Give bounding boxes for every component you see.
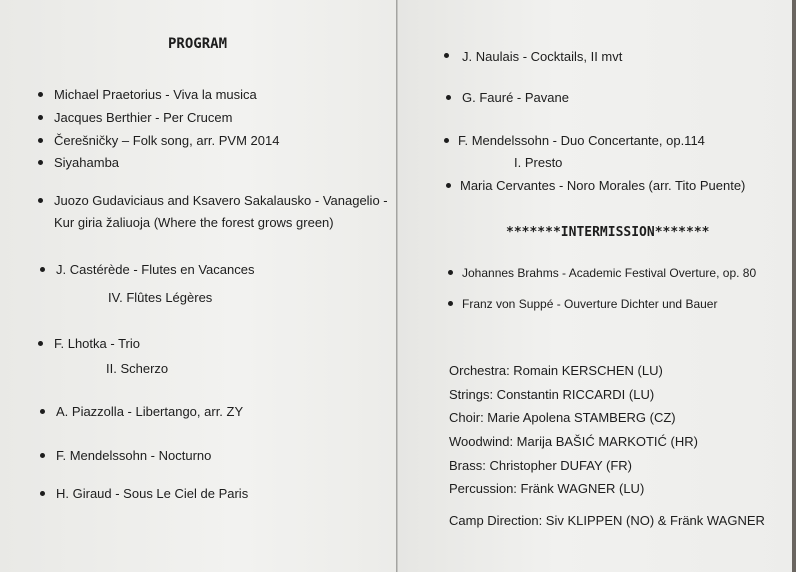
bullet [38,115,43,120]
credit-orchestra: Orchestra: Romain KERSCHEN (LU) [449,363,663,378]
program-item: Johannes Brahms - Academic Festival Overture, op. 80 [462,266,757,280]
intermission-heading: *******INTERMISSION******* [506,225,710,240]
credit-woodwind: Woodwind: Marija BAŠIĆ MARKOTIĆ (HR) [449,434,698,449]
bullet [40,267,45,272]
program-item: Siyahamba [54,155,120,170]
program-movement: I. Presto [514,155,563,170]
bullet [40,409,45,414]
bullet [38,341,43,346]
bullet [444,53,449,58]
program-item: G. Fauré - Pavane [462,90,569,105]
credit-strings: Strings: Constantin RICCARDI (LU) [449,387,655,402]
bullet [38,160,43,165]
right-page [398,0,792,572]
background-edge [792,0,796,572]
program-movement: II. Scherzo [106,361,169,376]
bullet [444,138,449,143]
program-movement: IV. Flûtes Légères [108,290,213,305]
bullet [38,198,43,203]
program-item: Maria Cervantes - Noro Morales (arr. Tito Puente) [460,178,746,193]
credit-brass: Brass: Christopher DUFAY (FR) [449,458,633,473]
bullet [40,453,45,458]
program-item: F. Mendelssohn - Nocturno [56,448,212,463]
program-item: F. Mendelssohn - Duo Concertante, op.114 [458,133,705,148]
bullet [446,183,451,188]
program-item: Jacques Berthier - Per Crucem [54,110,233,125]
program-item: Franz von Suppé - Ouverture Dichter und Bauer [462,297,718,311]
program-item: J. Castérède - Flutes en Vacances [56,262,255,277]
bullet [38,138,43,143]
program-item: Čerešničky – Folk song, arr. PVM 2014 [54,133,280,148]
bullet [448,270,453,275]
credit-camp-direction: Camp Direction: Siv KLIPPEN (NO) & Fränk WAGNER [449,513,765,528]
program-item: Michael Praetorius - Viva la musica [54,87,257,102]
program-item: Juozo Gudaviciaus and Ksavero Sakalausko - Vanagelio - [54,193,388,208]
program-item: F. Lhotka - Trio [54,336,140,351]
program-item: A. Piazzolla - Libertango, arr. ZY [56,404,244,419]
bullet [38,92,43,97]
program-item-continued: Kur giria žaliuoja (Where the forest grows green) [54,215,334,230]
bullet [448,301,453,306]
bullet [446,95,451,100]
left-page [0,0,396,572]
credit-choir: Choir: Marie Apolena STAMBERG (CZ) [449,410,676,425]
bullet [40,491,45,496]
program-item: J. Naulais - Cocktails, II mvt [462,49,623,64]
program-item: H. Giraud - Sous Le Ciel de Paris [56,486,249,501]
credit-percussion: Percussion: Fränk WAGNER (LU) [449,481,645,496]
program-heading: PROGRAM [168,36,228,52]
